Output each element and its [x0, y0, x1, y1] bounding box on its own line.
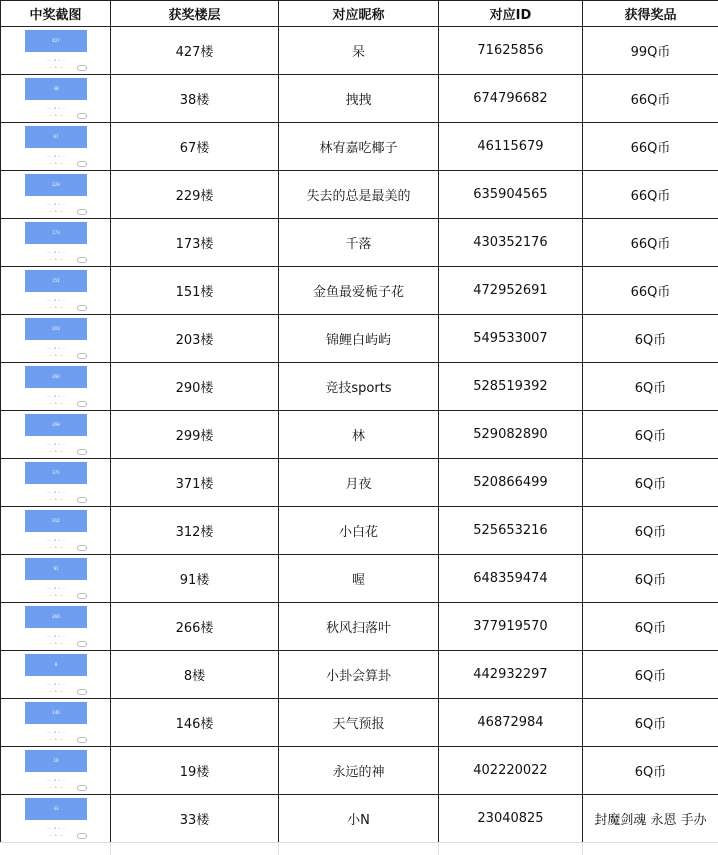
thumbnail-toggle-icon	[77, 785, 87, 791]
table-row	[1, 507, 718, 555]
thumbnail-line: …… 2 — …	[23, 154, 89, 159]
thumbnail-toggle-icon	[77, 353, 87, 359]
screenshot-cell	[1, 747, 111, 795]
thumbnail-line: …… 2 — …	[23, 250, 89, 255]
thumbnail-header: 173	[25, 222, 87, 244]
thumbnail-line: …… 2 — …	[23, 682, 89, 687]
table-row	[1, 411, 718, 459]
floor-cell[interactable]: 8楼	[111, 651, 279, 699]
thumbnail-header: 290	[25, 366, 87, 388]
thumbnail-header: 229	[25, 174, 87, 196]
thumbnail-line: …… 1 ……	[23, 113, 89, 118]
table-row	[1, 459, 718, 507]
empty-grid-row	[0, 842, 718, 855]
thumbnail-line: …… 2 — …	[23, 778, 89, 783]
screenshot-cell	[1, 123, 111, 171]
floor-cell[interactable]: 229楼	[111, 171, 279, 219]
thumbnail-line: …… 2 — …	[23, 490, 89, 495]
thumbnail-line: …… 1 ……	[23, 401, 89, 406]
thumbnail-toggle-icon	[77, 401, 87, 407]
thumbnail-line: …… 2 — …	[23, 346, 89, 351]
id-cell[interactable]: 442932297	[439, 651, 583, 699]
thumbnail-line: …… 2 — …	[23, 58, 89, 63]
prize-cell[interactable]: 6Q币	[583, 459, 718, 507]
nickname-cell[interactable]: 小白花	[279, 507, 439, 555]
thumbnail-line: …… 1 ……	[23, 257, 89, 262]
thumbnail-header: 203	[25, 318, 87, 340]
screenshot-cell	[1, 411, 111, 459]
screenshot-cell	[1, 363, 111, 411]
prize-cell[interactable]: 99Q币	[583, 27, 718, 75]
thumbnail-header: 151	[25, 270, 87, 292]
id-cell[interactable]: 529082890	[439, 411, 583, 459]
nickname-cell[interactable]: 小N	[279, 795, 439, 843]
floor-cell[interactable]: 299楼	[111, 411, 279, 459]
table-row	[1, 75, 718, 123]
id-cell[interactable]: 674796682	[439, 75, 583, 123]
thumbnail-line: …… 1 ……	[23, 497, 89, 502]
prize-cell[interactable]: 6Q币	[583, 507, 718, 555]
thumbnail-line: …… 2 — …	[23, 106, 89, 111]
floor-cell[interactable]: 427楼	[111, 27, 279, 75]
thumbnail-line: …… 1 ……	[23, 737, 89, 742]
id-cell[interactable]: 549533007	[439, 315, 583, 363]
thumbnail-toggle-icon	[77, 497, 87, 503]
thumbnail-toggle-icon	[77, 689, 87, 695]
thumbnail-toggle-icon	[77, 449, 87, 455]
winning-screenshot-thumbnail[interactable]	[23, 414, 89, 454]
thumbnail-line: …… 2 — …	[23, 634, 89, 639]
winning-screenshot-thumbnail[interactable]	[23, 750, 89, 790]
thumbnail-toggle-icon	[77, 113, 87, 119]
thumbnail-line: …… 1 ……	[23, 641, 89, 646]
thumbnail-line: …… 1 ……	[23, 593, 89, 598]
thumbnail-line: …… 2 — …	[23, 586, 89, 591]
nickname-cell[interactable]: 金鱼最爱栀子花	[279, 267, 439, 315]
header-id: 对应ID	[439, 1, 583, 27]
thumbnail-line: …… 2 — …	[23, 826, 89, 831]
winning-screenshot-thumbnail[interactable]	[23, 318, 89, 358]
thumbnail-header: 38	[25, 78, 87, 100]
prize-cell[interactable]: 66Q币	[583, 123, 718, 171]
prize-cell[interactable]: 6Q币	[583, 747, 718, 795]
screenshot-cell	[1, 507, 111, 555]
id-cell[interactable]: 71625856	[439, 27, 583, 75]
id-cell[interactable]: 23040825	[439, 795, 583, 843]
floor-cell[interactable]: 91楼	[111, 555, 279, 603]
table-row	[1, 315, 718, 363]
thumbnail-toggle-icon	[77, 593, 87, 599]
id-cell[interactable]: 430352176	[439, 219, 583, 267]
nickname-cell[interactable]: 秋风扫落叶	[279, 603, 439, 651]
header-floor: 获奖楼层	[111, 1, 279, 27]
prize-cell[interactable]: 6Q币	[583, 411, 718, 459]
thumbnail-header: 312	[25, 510, 87, 532]
nickname-cell[interactable]: 失去的总是最美的	[279, 171, 439, 219]
nickname-cell[interactable]: 林宥嘉吃椰子	[279, 123, 439, 171]
thumbnail-line: …… 1 ……	[23, 161, 89, 166]
nickname-cell[interactable]: 永远的神	[279, 747, 439, 795]
thumbnail-toggle-icon	[77, 545, 87, 551]
floor-cell[interactable]: 67楼	[111, 123, 279, 171]
table-row	[1, 27, 718, 75]
id-cell[interactable]: 528519392	[439, 363, 583, 411]
screenshot-cell	[1, 459, 111, 507]
thumbnail-line: …… 1 ……	[23, 449, 89, 454]
screenshot-cell	[1, 603, 111, 651]
winning-screenshot-thumbnail[interactable]	[23, 78, 89, 118]
screenshot-cell	[1, 555, 111, 603]
nickname-cell[interactable]: 千落	[279, 219, 439, 267]
nickname-cell[interactable]: 拽拽	[279, 75, 439, 123]
floor-cell[interactable]: 146楼	[111, 699, 279, 747]
thumbnail-toggle-icon	[77, 833, 87, 839]
winning-screenshot-thumbnail[interactable]	[23, 510, 89, 550]
floor-cell[interactable]: 371楼	[111, 459, 279, 507]
id-cell[interactable]: 648359474	[439, 555, 583, 603]
screenshot-cell	[1, 75, 111, 123]
thumbnail-line: …… 2 — …	[23, 442, 89, 447]
screenshot-cell	[1, 651, 111, 699]
winning-screenshot-thumbnail[interactable]	[23, 174, 89, 214]
thumbnail-line: …… 1 ……	[23, 305, 89, 310]
thumbnail-header: 19	[25, 750, 87, 772]
thumbnail-header: 91	[25, 558, 87, 580]
winning-screenshot-thumbnail[interactable]	[23, 30, 89, 70]
screenshot-cell	[1, 219, 111, 267]
table-row	[1, 795, 718, 843]
prize-cell[interactable]: 66Q币	[583, 75, 718, 123]
nickname-cell[interactable]: 锦鲤白屿屿	[279, 315, 439, 363]
nickname-cell[interactable]: 喔	[279, 555, 439, 603]
nickname-cell[interactable]: 天气预报	[279, 699, 439, 747]
nickname-cell[interactable]: 竞技sports	[279, 363, 439, 411]
table-row	[1, 555, 718, 603]
thumbnail-header: 67	[25, 126, 87, 148]
table-row	[1, 267, 718, 315]
thumbnail-toggle-icon	[77, 641, 87, 647]
prize-cell[interactable]: 6Q币	[583, 603, 718, 651]
table-row	[1, 363, 718, 411]
thumbnail-line: …… 1 ……	[23, 833, 89, 838]
winning-screenshot-thumbnail[interactable]	[23, 558, 89, 598]
nickname-cell[interactable]: 呆	[279, 27, 439, 75]
floor-cell[interactable]: 266楼	[111, 603, 279, 651]
winning-screenshot-thumbnail[interactable]	[23, 270, 89, 310]
floor-cell[interactable]: 203楼	[111, 315, 279, 363]
prize-cell[interactable]: 66Q币	[583, 267, 718, 315]
screenshot-cell	[1, 315, 111, 363]
screenshot-cell	[1, 267, 111, 315]
floor-cell[interactable]: 151楼	[111, 267, 279, 315]
winning-screenshot-thumbnail[interactable]	[23, 702, 89, 742]
id-cell[interactable]: 635904565	[439, 171, 583, 219]
floor-cell[interactable]: 33楼	[111, 795, 279, 843]
prize-cell[interactable]: 66Q币	[583, 171, 718, 219]
id-cell[interactable]: 377919570	[439, 603, 583, 651]
nickname-cell[interactable]: 小卦会算卦	[279, 651, 439, 699]
winning-screenshot-thumbnail[interactable]	[23, 462, 89, 502]
thumbnail-line: …… 2 — …	[23, 538, 89, 543]
table-row	[1, 651, 718, 699]
winning-screenshot-thumbnail[interactable]	[23, 366, 89, 406]
id-cell[interactable]: 402220022	[439, 747, 583, 795]
thumbnail-line: …… 2 — …	[23, 202, 89, 207]
screenshot-cell	[1, 795, 111, 843]
thumbnail-line: …… 2 — …	[23, 298, 89, 303]
header-prize: 获得奖品	[583, 1, 718, 27]
prize-cell[interactable]: 封魔剑魂 永恩 手办	[583, 795, 718, 843]
nickname-cell[interactable]: 林	[279, 411, 439, 459]
thumbnail-line: …… 1 ……	[23, 65, 89, 70]
id-cell[interactable]: 472952691	[439, 267, 583, 315]
thumbnail-toggle-icon	[77, 737, 87, 743]
winning-screenshot-thumbnail[interactable]	[23, 798, 89, 838]
screenshot-cell	[1, 699, 111, 747]
header-row	[1, 1, 718, 27]
thumbnail-toggle-icon	[77, 209, 87, 215]
thumbnail-line: …… 1 ……	[23, 689, 89, 694]
prize-cell[interactable]: 6Q币	[583, 555, 718, 603]
floor-cell[interactable]: 38楼	[111, 75, 279, 123]
floor-cell[interactable]: 312楼	[111, 507, 279, 555]
thumbnail-header: 371	[25, 462, 87, 484]
thumbnail-toggle-icon	[77, 161, 87, 167]
table-row	[1, 219, 718, 267]
thumbnail-line: …… 1 ……	[23, 785, 89, 790]
table-row	[1, 603, 718, 651]
nickname-cell[interactable]: 月夜	[279, 459, 439, 507]
screenshot-cell	[1, 171, 111, 219]
header-screenshot: 中奖截图	[1, 1, 111, 27]
screenshot-cell	[1, 27, 111, 75]
thumbnail-header: 146	[25, 702, 87, 724]
thumbnail-line: …… 1 ……	[23, 545, 89, 550]
thumbnail-toggle-icon	[77, 65, 87, 71]
header-nickname: 对应昵称	[279, 1, 439, 27]
thumbnail-header: 299	[25, 414, 87, 436]
id-cell[interactable]: 46872984	[439, 699, 583, 747]
prize-cell[interactable]: 6Q币	[583, 651, 718, 699]
winning-screenshot-thumbnail[interactable]	[23, 654, 89, 694]
thumbnail-line: …… 2 — …	[23, 730, 89, 735]
id-cell[interactable]: 525653216	[439, 507, 583, 555]
thumbnail-header: 427	[25, 30, 87, 52]
winning-screenshot-thumbnail[interactable]	[23, 222, 89, 262]
table-row	[1, 171, 718, 219]
prize-cell[interactable]: 6Q币	[583, 699, 718, 747]
thumbnail-toggle-icon	[77, 257, 87, 263]
table-body	[1, 27, 718, 843]
winning-screenshot-thumbnail[interactable]	[23, 126, 89, 166]
thumbnail-line: …… 1 ……	[23, 353, 89, 358]
thumbnail-header: 33	[25, 798, 87, 820]
prize-cell[interactable]: 6Q币	[583, 363, 718, 411]
thumbnail-line: …… 2 — …	[23, 394, 89, 399]
table-row	[1, 123, 718, 171]
prize-cell[interactable]: 66Q币	[583, 219, 718, 267]
thumbnail-header: 8	[25, 654, 87, 676]
floor-cell[interactable]: 173楼	[111, 219, 279, 267]
winning-screenshot-thumbnail[interactable]	[23, 606, 89, 646]
thumbnail-toggle-icon	[77, 305, 87, 311]
floor-cell[interactable]: 19楼	[111, 747, 279, 795]
table-row	[1, 699, 718, 747]
thumbnail-header: 266	[25, 606, 87, 628]
id-cell[interactable]: 46115679	[439, 123, 583, 171]
thumbnail-line: …… 1 ……	[23, 209, 89, 214]
floor-cell[interactable]: 290楼	[111, 363, 279, 411]
table-row	[1, 747, 718, 795]
prize-cell[interactable]: 6Q币	[583, 315, 718, 363]
id-cell[interactable]: 520866499	[439, 459, 583, 507]
